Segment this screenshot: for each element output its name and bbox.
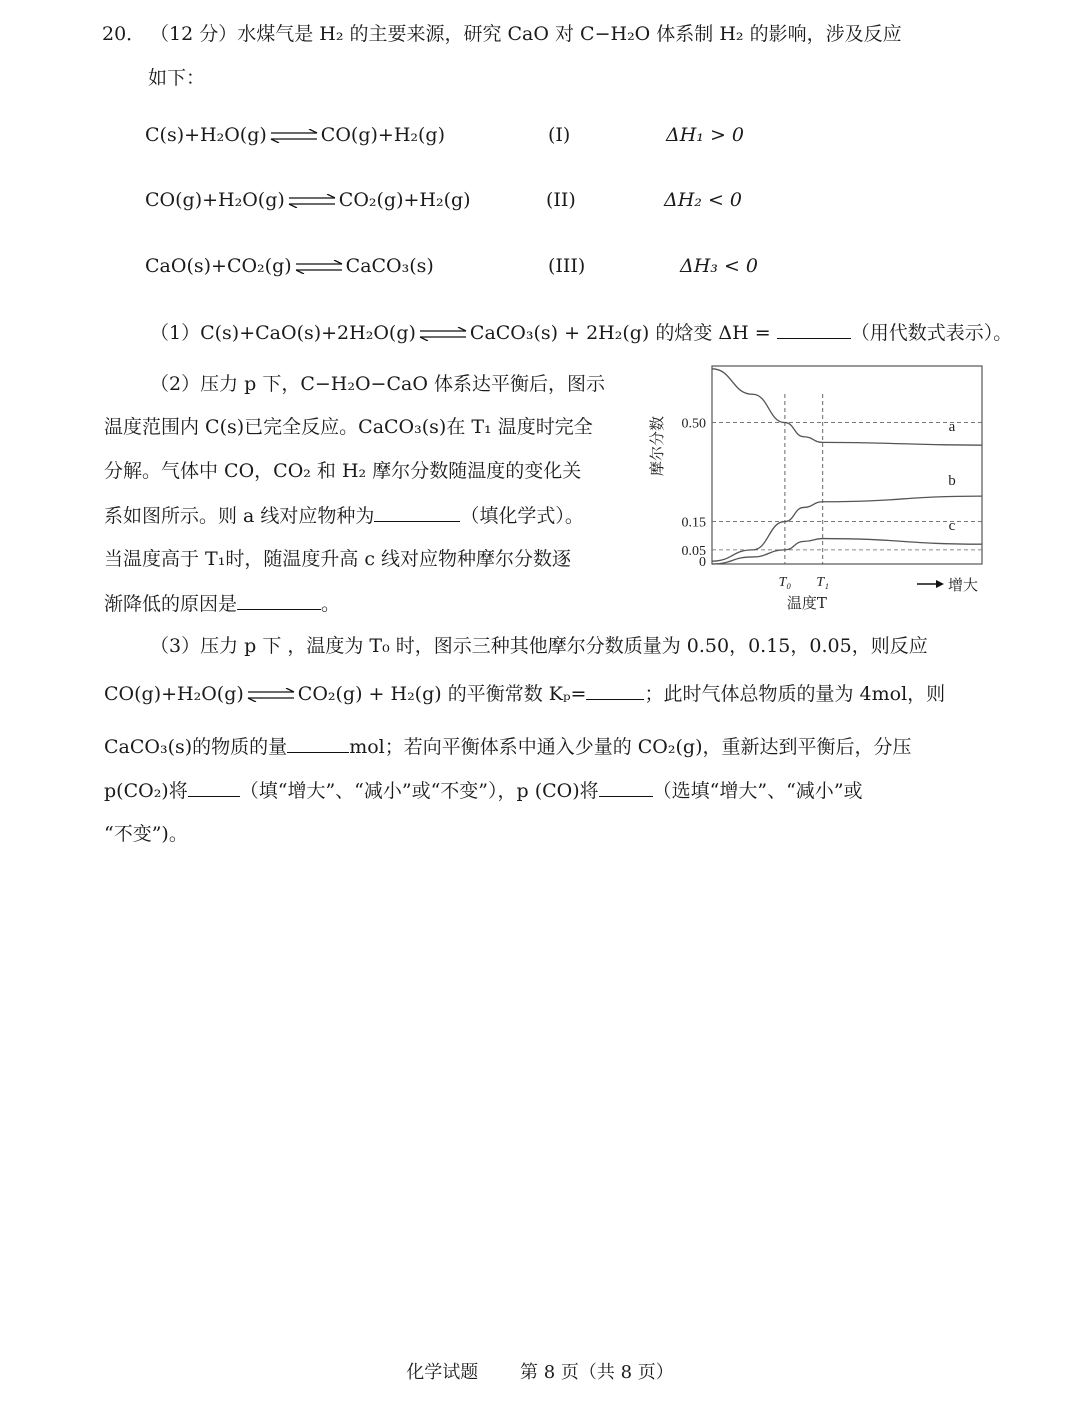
series-label-a: a — [948, 419, 956, 436]
question-header: （12 分）水煤气是 H₂ 的主要来源，研究 CaO 对 C−H₂O 体系制 H₂ 的影响，涉及反应 — [150, 23, 902, 45]
reaction-1-left: C(s)+H₂O(g) — [145, 124, 267, 146]
reaction-1-label: (I) — [548, 124, 571, 146]
part3-line3 — [104, 734, 911, 759]
part3-line3-b: mol；若向平衡体系中通入少量的 CO₂(g)，重新达到平衡后，分压 — [349, 736, 912, 758]
part2-line1: （2）压力 p 下，C−H₂O−CaO 体系达平衡后，图示 — [150, 373, 605, 395]
part3-line3-a: CaCO₃(s)的物质的量 — [104, 736, 288, 758]
reaction-1 — [145, 124, 445, 146]
part3-eq-left: CO(g)+H₂O(g) — [104, 683, 244, 705]
series-line-b — [712, 496, 982, 561]
part2-line4 — [104, 503, 584, 528]
x-direction-label: 增大 — [948, 576, 979, 594]
part2-line6 — [104, 591, 340, 616]
part2-line2: 温度范围内 C(s)已完全反应。CaCO₃(s)在 T₁ 温度时完全 — [104, 416, 593, 438]
reaction-3-left: CaO(s)+CO₂(g) — [145, 255, 292, 277]
part1-right: CaCO₃(s) + 2H₂(g) — [469, 322, 650, 344]
reaction-2 — [145, 189, 471, 211]
plot-frame — [712, 366, 982, 564]
answer-blank-caco3-mol[interactable] — [287, 734, 349, 753]
reaction-1-right: CO(g)+H₂(g) — [320, 124, 445, 146]
x-tick-label: T₁ — [816, 575, 830, 590]
part1-left: （1）C(s)+CaO(s)+2H₂O(g) — [150, 322, 416, 344]
x-direction-arrowhead-icon — [936, 580, 944, 588]
part3-line4-b: （填“增大”、“减小”或“不变”），p (CO)将 — [239, 780, 599, 802]
reaction-3-right: CaCO₃(s) — [345, 255, 434, 277]
part2-line3: 分解。气体中 CO，CO₂ 和 H₂ 摩尔分数随温度的变化关 — [104, 460, 582, 482]
footer-subject: 化学试题 — [406, 1362, 479, 1383]
answer-blank-dh[interactable] — [777, 320, 851, 339]
part2-line6-suffix: 。 — [321, 593, 341, 615]
equilibrium-arrow-icon — [294, 260, 344, 274]
mole-fraction-chart — [640, 362, 1000, 624]
part3-line4-c: （选填“增大”、“减小”或 — [652, 780, 863, 802]
answer-blank-reason[interactable] — [237, 591, 321, 610]
part2-line5: 当温度高于 T₁时，随温度升高 c 线对应物种摩尔分数逐 — [104, 548, 572, 570]
part1-suffix: （用代数式表示）。 — [850, 322, 1013, 344]
y-tick-label: 0.15 — [681, 515, 706, 531]
answer-blank-pco[interactable] — [599, 778, 653, 797]
reaction-3-label: (III) — [548, 255, 586, 277]
series-line-c — [712, 539, 982, 564]
reaction-2-left: CO(g)+H₂O(g) — [145, 189, 285, 211]
series-label-b: b — [948, 472, 956, 489]
part2-line4-text: 系如图所示。则 a 线对应物种为 — [104, 505, 375, 527]
reaction-1-dh: ΔH₁ > 0 — [666, 124, 744, 146]
part3-line1: （3）压力 p 下 ，温度为 T₀ 时，图示三种其他摩尔分数质量为 0.50，0.15，0.05，则反应 — [150, 635, 928, 657]
part3-kp-label: 的平衡常数 Kₚ= — [441, 683, 587, 705]
series-line-a — [712, 369, 982, 445]
y-tick-label: 0.05 — [681, 543, 706, 559]
part3-line2-end: ；此时气体总物质的量为 4mol，则 — [644, 683, 946, 705]
part2-line6-text: 渐降低的原因是 — [104, 593, 238, 615]
answer-blank-a-species[interactable] — [374, 503, 460, 522]
part3-line5: “不变”)。 — [104, 823, 188, 845]
equilibrium-arrow-icon — [287, 194, 337, 208]
reaction-2-right: CO₂(g)+H₂(g) — [338, 189, 471, 211]
y-tick-label: 0 — [699, 555, 706, 570]
y-axis-label: 摩尔分数 — [648, 415, 666, 477]
series-label-c: c — [948, 518, 956, 535]
answer-blank-pco2[interactable] — [188, 778, 240, 797]
x-tick-label: T₀ — [778, 575, 792, 590]
reaction-3 — [145, 255, 434, 277]
part1-mid: 的焓变 ΔH = — [649, 322, 777, 344]
equilibrium-arrow-icon — [246, 688, 296, 702]
page-footer — [0, 1358, 1080, 1384]
equilibrium-arrow-icon — [269, 129, 319, 143]
part3-line4 — [104, 778, 863, 803]
question-header-cont: 如下： — [148, 67, 206, 89]
reaction-3-dh: ΔH₃ < 0 — [680, 255, 758, 277]
footer-page: 第 8 页（共 8 页） — [519, 1362, 674, 1383]
y-tick-label: 0.50 — [681, 416, 706, 432]
part3-line2 — [104, 681, 945, 706]
question-number: 20． — [102, 23, 146, 45]
reaction-2-dh: ΔH₂ < 0 — [664, 189, 742, 211]
part3-eq-right: CO₂(g) + H₂(g) — [297, 683, 442, 705]
part1 — [150, 320, 1012, 345]
reaction-2-label: (II) — [546, 189, 576, 211]
equilibrium-arrow-icon — [418, 327, 468, 341]
part3-line4-a: p(CO₂)将 — [104, 780, 188, 802]
x-axis-label: 温度T — [786, 594, 827, 612]
answer-blank-kp[interactable] — [586, 681, 644, 700]
part2-line4-suffix: （填化学式）。 — [460, 505, 584, 527]
